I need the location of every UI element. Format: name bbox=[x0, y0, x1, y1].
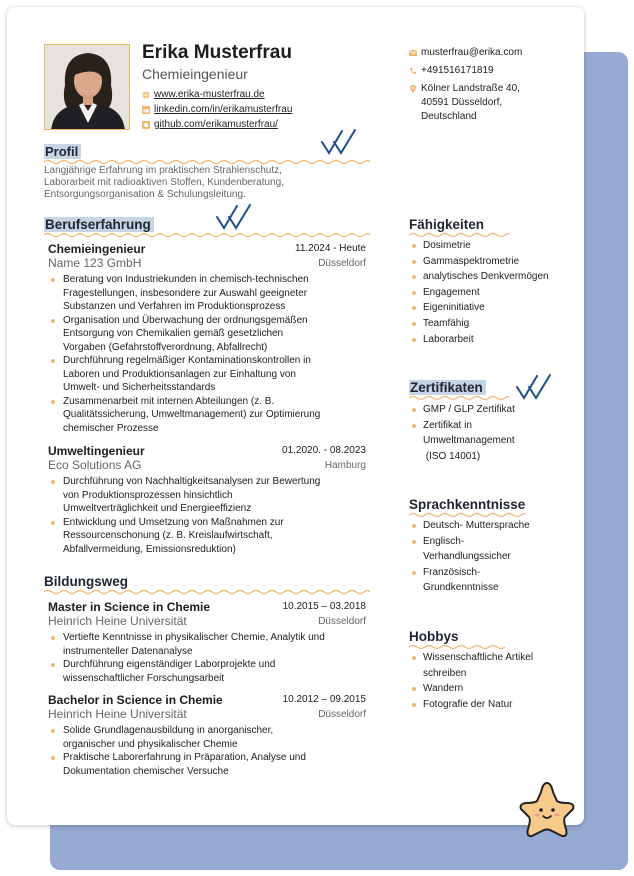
github-link[interactable] bbox=[142, 119, 278, 130]
degree-bullets bbox=[48, 724, 378, 778]
globe-icon bbox=[142, 91, 150, 99]
job-title: Chemieingenieur bbox=[48, 242, 146, 256]
list-item: Eigeninitiative bbox=[409, 300, 569, 316]
address-line-1: Kölner Landstraße 40, bbox=[421, 83, 520, 94]
checkmark-icon bbox=[515, 373, 553, 401]
list-item: Deutsch- Muttersprache bbox=[409, 518, 569, 534]
list-item: Durchführung von Nachhaltigkeitsanalysen zur Bewertung von Produktionsprozessen hinsichtlich Umweltverträglichkeit und Energieeffizienz bbox=[48, 475, 378, 516]
list-item: Zertifikat in Umweltmanagement (ISO 14001) bbox=[409, 418, 569, 465]
hobbies-list bbox=[409, 650, 569, 712]
job-date: 11.2024 - Heute bbox=[295, 243, 366, 254]
job-bullets bbox=[48, 475, 378, 556]
list-item: Durchführung eigenständiger Laborprojekte und wissenschaftlicher Forschungsarbeit bbox=[48, 658, 378, 685]
person-name: Erika Musterfrau bbox=[142, 42, 292, 63]
job-place: Düsseldorf bbox=[318, 258, 366, 269]
degree-date: 10.2015 – 03.2018 bbox=[282, 601, 366, 612]
job-company: Eco Solutions AG bbox=[48, 458, 142, 472]
linkedin-link-label[interactable]: linkedin.com/in/erikamusterfrau bbox=[154, 104, 293, 115]
experience-underline bbox=[44, 232, 370, 238]
checkmark-icon bbox=[320, 128, 358, 156]
star-mascot-icon bbox=[516, 780, 578, 842]
profile-heading: Profil bbox=[44, 144, 81, 159]
job-date: 01.2020. - 08.2023 bbox=[282, 445, 366, 456]
languages-list bbox=[409, 518, 569, 596]
experience-heading: Berufserfahrung bbox=[44, 217, 154, 232]
list-item: Beratung von Industriekunden in chemisch-technischen Fragestellungen, insbesondere zur Auswahl geeigneter Substanzen und Verfahren im Produktionsprozess bbox=[48, 273, 378, 314]
address-line-2: 40591 Düsseldorf, bbox=[421, 97, 503, 108]
contact-email-text[interactable]: musterfrau@erika.com bbox=[421, 47, 523, 58]
checkmark-icon bbox=[215, 203, 253, 231]
list-item: Organisation und Überwachung der ordnungsgemäßen Entsorgung von Chemikalien gemäß gesetzlichen Vorgaben (Gefahrstoffverordnung, Abfallrecht) bbox=[48, 314, 378, 355]
list-item: Laborarbeit bbox=[409, 332, 569, 348]
job-place: Hamburg bbox=[324, 460, 366, 471]
job-company: Name 123 GmbH bbox=[48, 256, 142, 270]
list-item: Praktische Laborerfahrung in Präparation, Analyse und Dokumentation chemischer Versuche bbox=[48, 751, 378, 778]
list-item: Gammaspektrometrie bbox=[409, 254, 569, 270]
list-item: analytisches Denkvermögen bbox=[409, 269, 569, 285]
job-title: Umweltingenieur bbox=[48, 444, 145, 458]
degree-date: 10.2012 – 09.2015 bbox=[282, 694, 366, 705]
list-item: Durchführung regelmäßiger Kontaminationskontrollen in Laboren und Produktionsanlagen zur Einhaltung von Umwelt- und Sicherheitsstandards bbox=[48, 354, 378, 395]
person-role: Chemieingenieur bbox=[142, 66, 248, 82]
list-item: Fotografie der Natur bbox=[409, 697, 569, 713]
phone-icon bbox=[409, 67, 417, 75]
degree-title: Master in Science in Chemie bbox=[48, 600, 211, 614]
degree-title: Bachelor in Science in Chemie bbox=[48, 693, 223, 707]
list-item: Entwicklung und Umsetzung von Maßnahmen zur Ressourcenschonung (z. B. Kreislaufwirtschaft, Abfallvermeidung, Emissionsreduktion) bbox=[48, 516, 378, 557]
certificates-list bbox=[409, 402, 569, 464]
degree-school: Heinrich Heine Universität bbox=[48, 707, 187, 721]
list-item: Dosimetrie bbox=[409, 238, 569, 254]
list-item: GMP / GLP Zertifikat bbox=[409, 402, 569, 418]
list-item: Wissenschaftliche Artikel schreiben bbox=[409, 650, 569, 681]
list-item: Englisch- Verhandlungssicher bbox=[409, 534, 569, 565]
skills-heading: Fähigkeiten bbox=[409, 217, 485, 232]
education-heading: Bildungsweg bbox=[44, 574, 128, 589]
website-link[interactable] bbox=[142, 89, 265, 100]
hobbies-heading: Hobbys bbox=[409, 629, 459, 644]
job-bullets bbox=[48, 273, 378, 435]
github-icon bbox=[142, 121, 150, 129]
list-item: Engagement bbox=[409, 285, 569, 301]
education-underline bbox=[44, 589, 370, 595]
website-link-label[interactable]: www.erika-musterfrau.de bbox=[154, 89, 265, 100]
list-item: Wandern bbox=[409, 681, 569, 697]
contact-phone[interactable] bbox=[409, 64, 494, 78]
list-item: Zusammenarbeit mit internen Abteilungen (z. B. Qualitätssicherung, Umweltmanagement) zur Optimierung chemischer Prozesse bbox=[48, 395, 378, 436]
skills-list bbox=[409, 238, 569, 347]
languages-heading: Sprachkenntnisse bbox=[409, 497, 526, 512]
location-pin-icon bbox=[409, 85, 417, 93]
profile-text: Langjährige Erfahrung im praktischen Strahlenschutz, Laborarbeit mit radioaktiven Stoffen, Kundenberatung, Entsorgungsorganisation & Schulungsleitung. bbox=[44, 165, 284, 200]
degree-place: Düsseldorf bbox=[318, 616, 366, 627]
github-link-label[interactable]: github.com/erikamusterfrau/ bbox=[154, 119, 278, 130]
list-item: Solide Grundlagenausbildung in anorganischer, organischer und physikalischer Chemie bbox=[48, 724, 378, 751]
mail-icon bbox=[409, 49, 417, 57]
profile-photo bbox=[44, 44, 130, 130]
certificates-heading: Zertifikaten bbox=[409, 380, 486, 395]
list-item: Teamfähig bbox=[409, 316, 569, 332]
list-item: Vertiefte Kenntnisse in physikalischer Chemie, Analytik und instrumenteller Datenanalyse bbox=[48, 631, 378, 658]
degree-school: Heinrich Heine Universität bbox=[48, 614, 187, 628]
degree-place: Düsseldorf bbox=[318, 709, 366, 720]
linkedin-icon bbox=[142, 106, 150, 114]
certificates-underline bbox=[409, 395, 509, 401]
contact-email[interactable] bbox=[409, 46, 522, 60]
linkedin-link[interactable] bbox=[142, 104, 292, 115]
contact-phone-text[interactable]: +491516171819 bbox=[421, 65, 494, 76]
degree-bullets bbox=[48, 631, 378, 685]
contact-address bbox=[409, 82, 520, 124]
address-line-3: Deutschland bbox=[421, 111, 477, 122]
list-item: Französisch- Grundkenntnisse bbox=[409, 565, 569, 596]
